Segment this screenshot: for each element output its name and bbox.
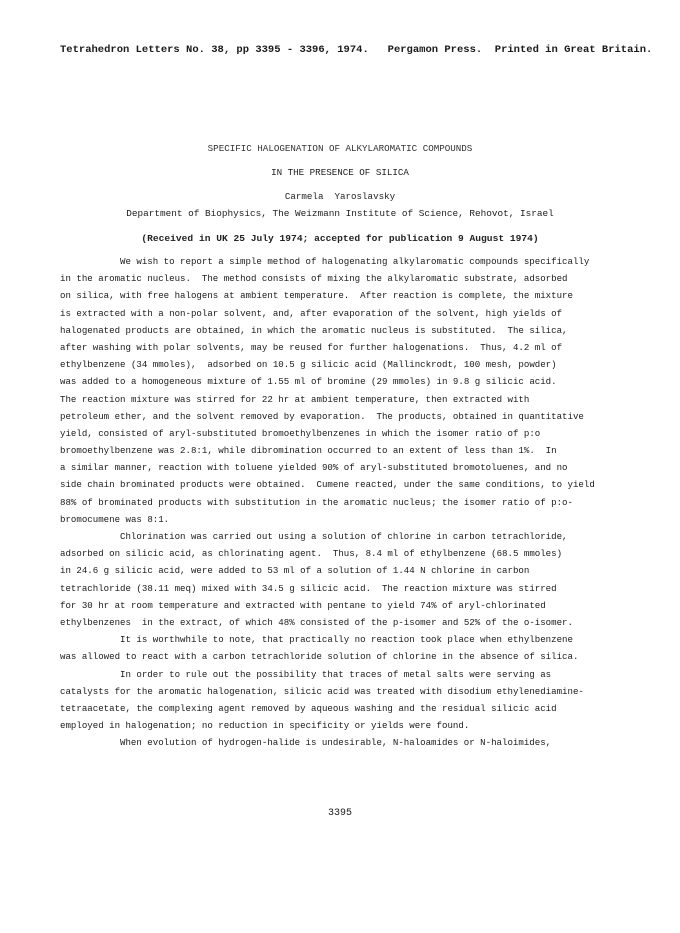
body-text-line: after washing with polar solvents, may be reused for further halogenations. Thus, 4.2 ml of [60,341,563,353]
article-body [60,253,650,751]
body-text-line: ethylbenzenes in the extract, of which 48% consisted of the p-isomer and 52% of the o-isomer. [60,616,573,628]
article-title-line-2: IN THE PRESENCE OF SILICA [271,167,409,178]
body-text-line: ethylbenzene (34 mmoles), adsorbed on 10.5 g silicic acid (Mallinckrodt, 100 mesh, powder) [60,359,557,371]
author-name: Carmela Yaroslavsky [284,191,396,202]
body-text-line: in the aromatic nucleus. The method consists of mixing the alkylaromatic substrate, adsorbed [60,273,568,285]
body-text-line: We wish to report a simple method of halogenating alkylaromatic compounds specifically [120,256,590,267]
body-text-line: halogenated products are obtained, in which the aromatic nucleus is substituted. The silica, [60,324,568,336]
body-text-line: catalysts for the aromatic halogenation, silicic acid was treated with disodium ethylenediamine- [60,685,584,697]
body-text-line: bromocumene was 8:1. [60,513,170,525]
author-affiliation: Department of Biophysics, The Weizmann Institute of Science, Rehovot, Israel [126,208,554,219]
body-text-line: yield, consisted of aryl-substituted bromoethylbenzenes in which the isomer ratio of p:o [60,427,541,439]
body-text-line: for 30 hr at room temperature and extracted with pentane to yield 74% of aryl-chlorinated [60,599,546,611]
page-number: 3395 [327,808,352,819]
body-text-line: employed in halogenation; no reduction in specificity or yields were found. [60,720,470,732]
body-text-line: Chlorination was carried out using a solution of chlorine in carbon tetrachloride, [120,531,568,542]
body-text-line: adsorbed on silicic acid, as chlorinating agent. Thus, 8.4 ml of ethylbenzene (68.5 mmoles) [60,548,563,560]
body-text-line: petroleum ether, and the solvent removed by evaporation. The products, obtained in quantitative [60,410,584,422]
body-text-line: was allowed to react with a carbon tetrachloride solution of chlorine in the absence of silica. [60,651,579,663]
received-dates: (Received in UK 25 July 1974; accepted for publication 9 August 1974) [141,233,539,244]
body-text-line: on silica, with free halogens at ambient temperature. After reaction is complete, the mixture [60,290,573,302]
article-title-line-1: SPECIFIC HALOGENATION OF ALKYLAROMATIC COMPOUNDS [207,143,473,154]
body-text-line: side chain brominated products were obtained. Cumene reacted, under the same conditions, to yield [60,479,595,491]
body-text-line: 88% of brominated products with substitution in the aromatic nucleus; the isomer ratio of p:o- [60,496,573,508]
body-text-line: tetrachloride (38.11 meq) mixed with 34.5 g silicic acid. The reaction mixture was stirred [60,582,557,594]
body-text-line: is extracted with a non-polar solvent, and, after evaporation of the solvent, high yields of [60,307,563,319]
body-text-line: bromoethylbenzene was 2.8:1, while dibromination occurred to an extent of less than 1%. In [60,445,557,457]
body-text-line: tetraacetate, the complexing agent removed by aqueous washing and the residual silicic acid [60,702,557,714]
body-text-line: was added to a homogeneous mixture of 1.55 ml of bromine (29 mmoles) in 9.8 g silicic acid. [60,376,557,388]
body-text-line: In order to rule out the possibility that traces of metal salts were serving as [120,668,552,680]
body-text-line: in 24.6 g silicic acid, were added to 53 ml of a solution of 1.44 N chlorine in carbon [60,565,530,577]
body-text-line: When evolution of hydrogen-halide is undesirable, N-haloamides or N-haloimides, [120,737,552,749]
body-text-line: a similar manner, reaction with toluene yielded 90% of aryl-substituted bromotoluenes, and no [60,462,568,474]
body-text-line: It is worthwhile to note, that practically no reaction took place when ethylbenzene [120,634,573,646]
body-text-line: The reaction mixture was stirred for 22 hr at ambient temperature, then extracted with [60,393,530,405]
journal-citation-header: Tetrahedron Letters No. 38, pp 3395 - 3396, 1974. Pergamon Press. Printed in Great Britain. [60,44,653,56]
